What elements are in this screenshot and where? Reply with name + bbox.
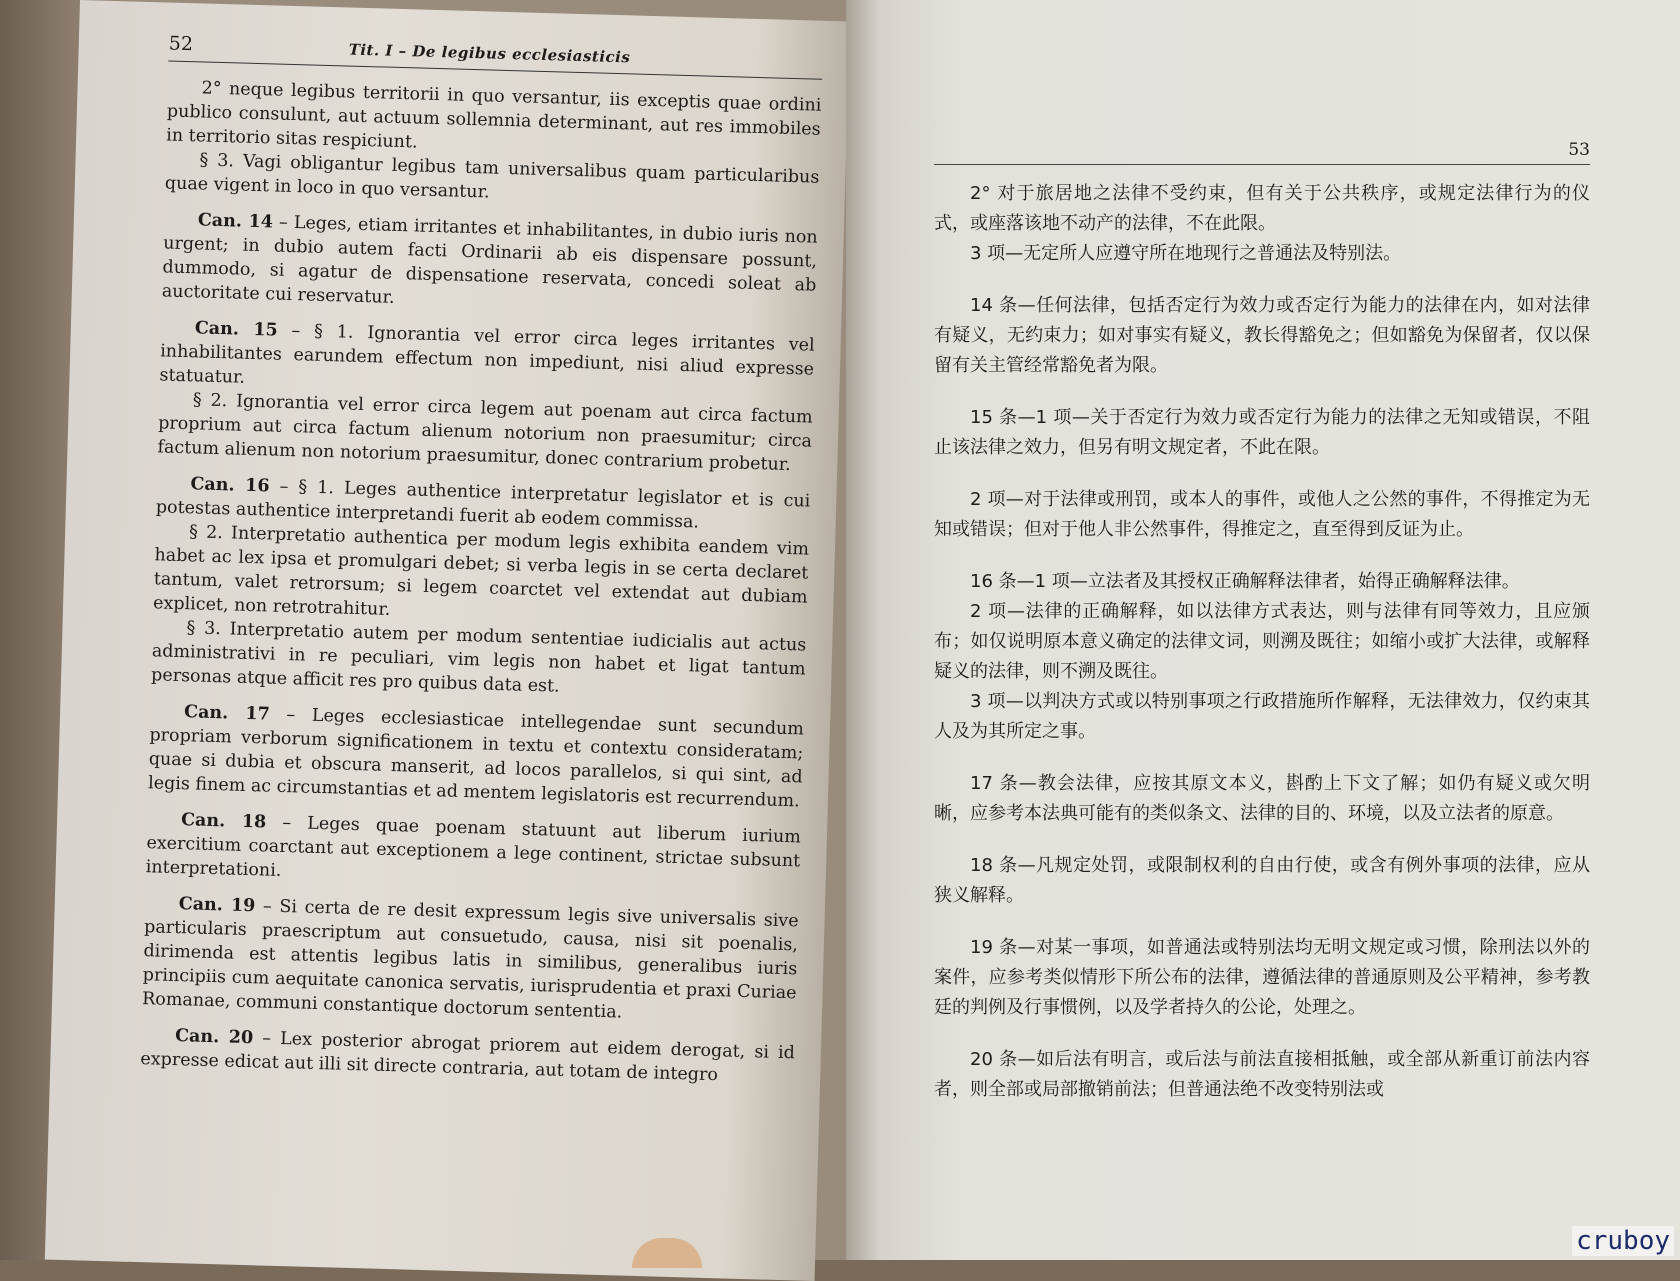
chinese-article-20: 20 条—如后法有明言，或后法与前法直接相抵触，或全部从新重订前法内容者，则全部或局部撤销前法；但普通法绝不改变特别法或 [934,1049,1590,1100]
chinese-article-19: 19 条—对某一事项，如普通法或特别法均无明文规定或习惯，除刑法以外的案件，应参考类似情形下所公布的法律，遵循法律的普通原则及公平精神，参考教廷的判例及行事惯例，以及学者持久的公论，处理之。 [934,937,1590,1018]
canon-label: Can. 14 [197,210,274,233]
chinese-article-14: 14 条—任何法律，包括否定行为效力或否定行为能力的法律在内，如对法律有疑义，无约束力；如对事实有疑义，教长得豁免之；但如豁免为保留者，仅以保留有关主管经常豁免者为限。 [934,295,1590,376]
canon-16: Can. 16 – § 1. Leges authentice interpretatur legislator et is cui potestas authentice interpretandi fuerit ab eodem commissa. [155,474,811,533]
latin-paragraph: 2° neque legibus territorii in quo versantur, iis exceptis quae ordini publico consulunt, aut actuum sollemnia determinant, aut res immobiles in territorio sitas respiciunt. [165,78,822,153]
left-page [45,0,850,1281]
left-page-number: 52 [168,32,194,56]
chinese-article-16: 16 条—1 项—立法者及其授权正确解释法律者，始得正确解释法律。 [970,571,1520,592]
latin-paragraph: § 2. Ignorantia vel error circa legem aut poenam aut circa factum proprium aut circa factum alienum notorium non praesumitur; circa factum alienum non notorium praesumitur, donec contrarium probetur. [157,390,813,476]
latin-paragraph: § 3. Interpretatio autem per modum sententiae iudicialis aut actus administrativi in re peculiari, vim legis non habet et ligat tantum personas atque afficit res pro quibus data est. [150,618,807,697]
chinese-paragraph: 2 项—对于法律或刑罚，或本人的事件，或他人之公然的事件，不得推定为无知或错误；但对于他人非公然事件，得推定之，直至得到反证为止。 [934,489,1590,540]
chinese-article-18: 18 条—凡规定处罚，或限制权利的自由行使，或含有例外事项的法律，应从狭义解释。 [934,855,1590,906]
chinese-text [934,179,1590,1105]
chinese-paragraph: 2° 对于旅居地之法律不受约束，但有关于公共秩序，或规定法律行为的仪式，或座落该地不动产的法律，不在此限。 [934,183,1590,234]
latin-text [140,75,822,1089]
latin-paragraph: § 2. Interpretatio authentica per modum legis exhibita eandem vim habet ac lex ipsa et promulgari debet; si verba legis in se certa declaret tantum, valet retrorsum; si legem coarctet vel extendat aut dubiam explicet, non retrotrahitur. [152,522,810,620]
chinese-article-15: 15 条—1 项—关于否定行为效力或否定行为能力的法律之无知或错误，不阻止该法律之效力，但另有明文规定者，不此在限。 [934,407,1590,458]
canon-label: Can. 18 [180,810,267,833]
canon-18: Can. 18 – Leges quae poenam statuunt aut liberum iurium exercitium coarctant aut exceptionem a lege continent, strictae subsunt interpretationi. [145,810,802,881]
watermark: cruboy [1572,1226,1674,1256]
running-head: Tit. I – De legibus ecclesiasticis [348,40,631,67]
chinese-paragraph: 3 项—以判决方式或以特别事项之行政措施所作解释，无法律效力，仅约束其人及为其所定之事。 [934,691,1590,742]
canon-19: Can. 19 – Si certa de re desit expressum legis sive universalis sive particularis praescriptum aut consuetudo, causa, nisi sit poenalis, dirimenda est attentis legibus latis in similibus, generalibus iuris principiis cum aequitate canonica servatis, iurisprudentia et praxi Curiae Romanae, communi constantique doctorum sententia. [141,894,799,1023]
canon-17: Can. 17 – Leges ecclesiasticae intellegendae sunt secundum propriam verborum significationem in textu et contextu consideratam; quae si dubia et obscura manserit, ad locos parallelos, si qui sint, ad legis finem ac circumstantias et ad mentem legislatoris est recurrendum. [147,702,805,812]
right-page-number: 53 [1568,140,1590,160]
right-page [846,0,1680,1260]
chinese-paragraph: 2 项—法律的正确解释，如以法律方式表达，则与法律有同等效力，且应颁布；如仅说明原本意义确定的法律文词，则溯及既往；如缩小或扩大法律，或解释疑义的法律，则不溯及既往。 [934,601,1590,682]
canon-label: Can. 19 [178,894,256,917]
chinese-paragraph: 3 项—无定所人应遵守所在地现行之普通法及特别法。 [970,243,1402,264]
latin-paragraph: § 3. Vagi obligantur legibus tam universalibus quam particularibus quae vigent in loco in quo versantur. [164,150,820,203]
right-page-header [934,140,1590,165]
canon-label: Can. 15 [194,318,278,341]
canon-label: Can. 17 [183,702,271,725]
canon-20: Can. 20 – Lex posterior abrogat priorem aut eidem derogat, si id expresse edicat aut illi sit directe contraria, aut totam de integro [140,1026,796,1086]
canon-14: Can. 14 – Leges, etiam irritantes et inhabilitantes, in dubio iuris non urgent; in dubio autem facti Ordinarii ab eis dispensare possunt, dummodo, si agatur de dispensatione reservata, concedi soleat ab auctoritate cui reservatur. [161,210,818,308]
canon-label: Can. 16 [190,474,270,497]
left-page-header [168,33,823,80]
canon-15: Can. 15 – § 1. Ignorantia vel error circa leges irritantes vel inhabilitantes earundem effectum non impediunt, nisi aliud expresse statuatur. [159,318,815,388]
canon-label: Can. 20 [174,1026,254,1049]
chinese-article-17: 17 条—教会法律，应按其原文本义，斟酌上下文了解；如仍有疑义或欠明晰，应参考本法典可能有的类似条文、法律的目的、环境，以及立法者的原意。 [934,773,1590,824]
